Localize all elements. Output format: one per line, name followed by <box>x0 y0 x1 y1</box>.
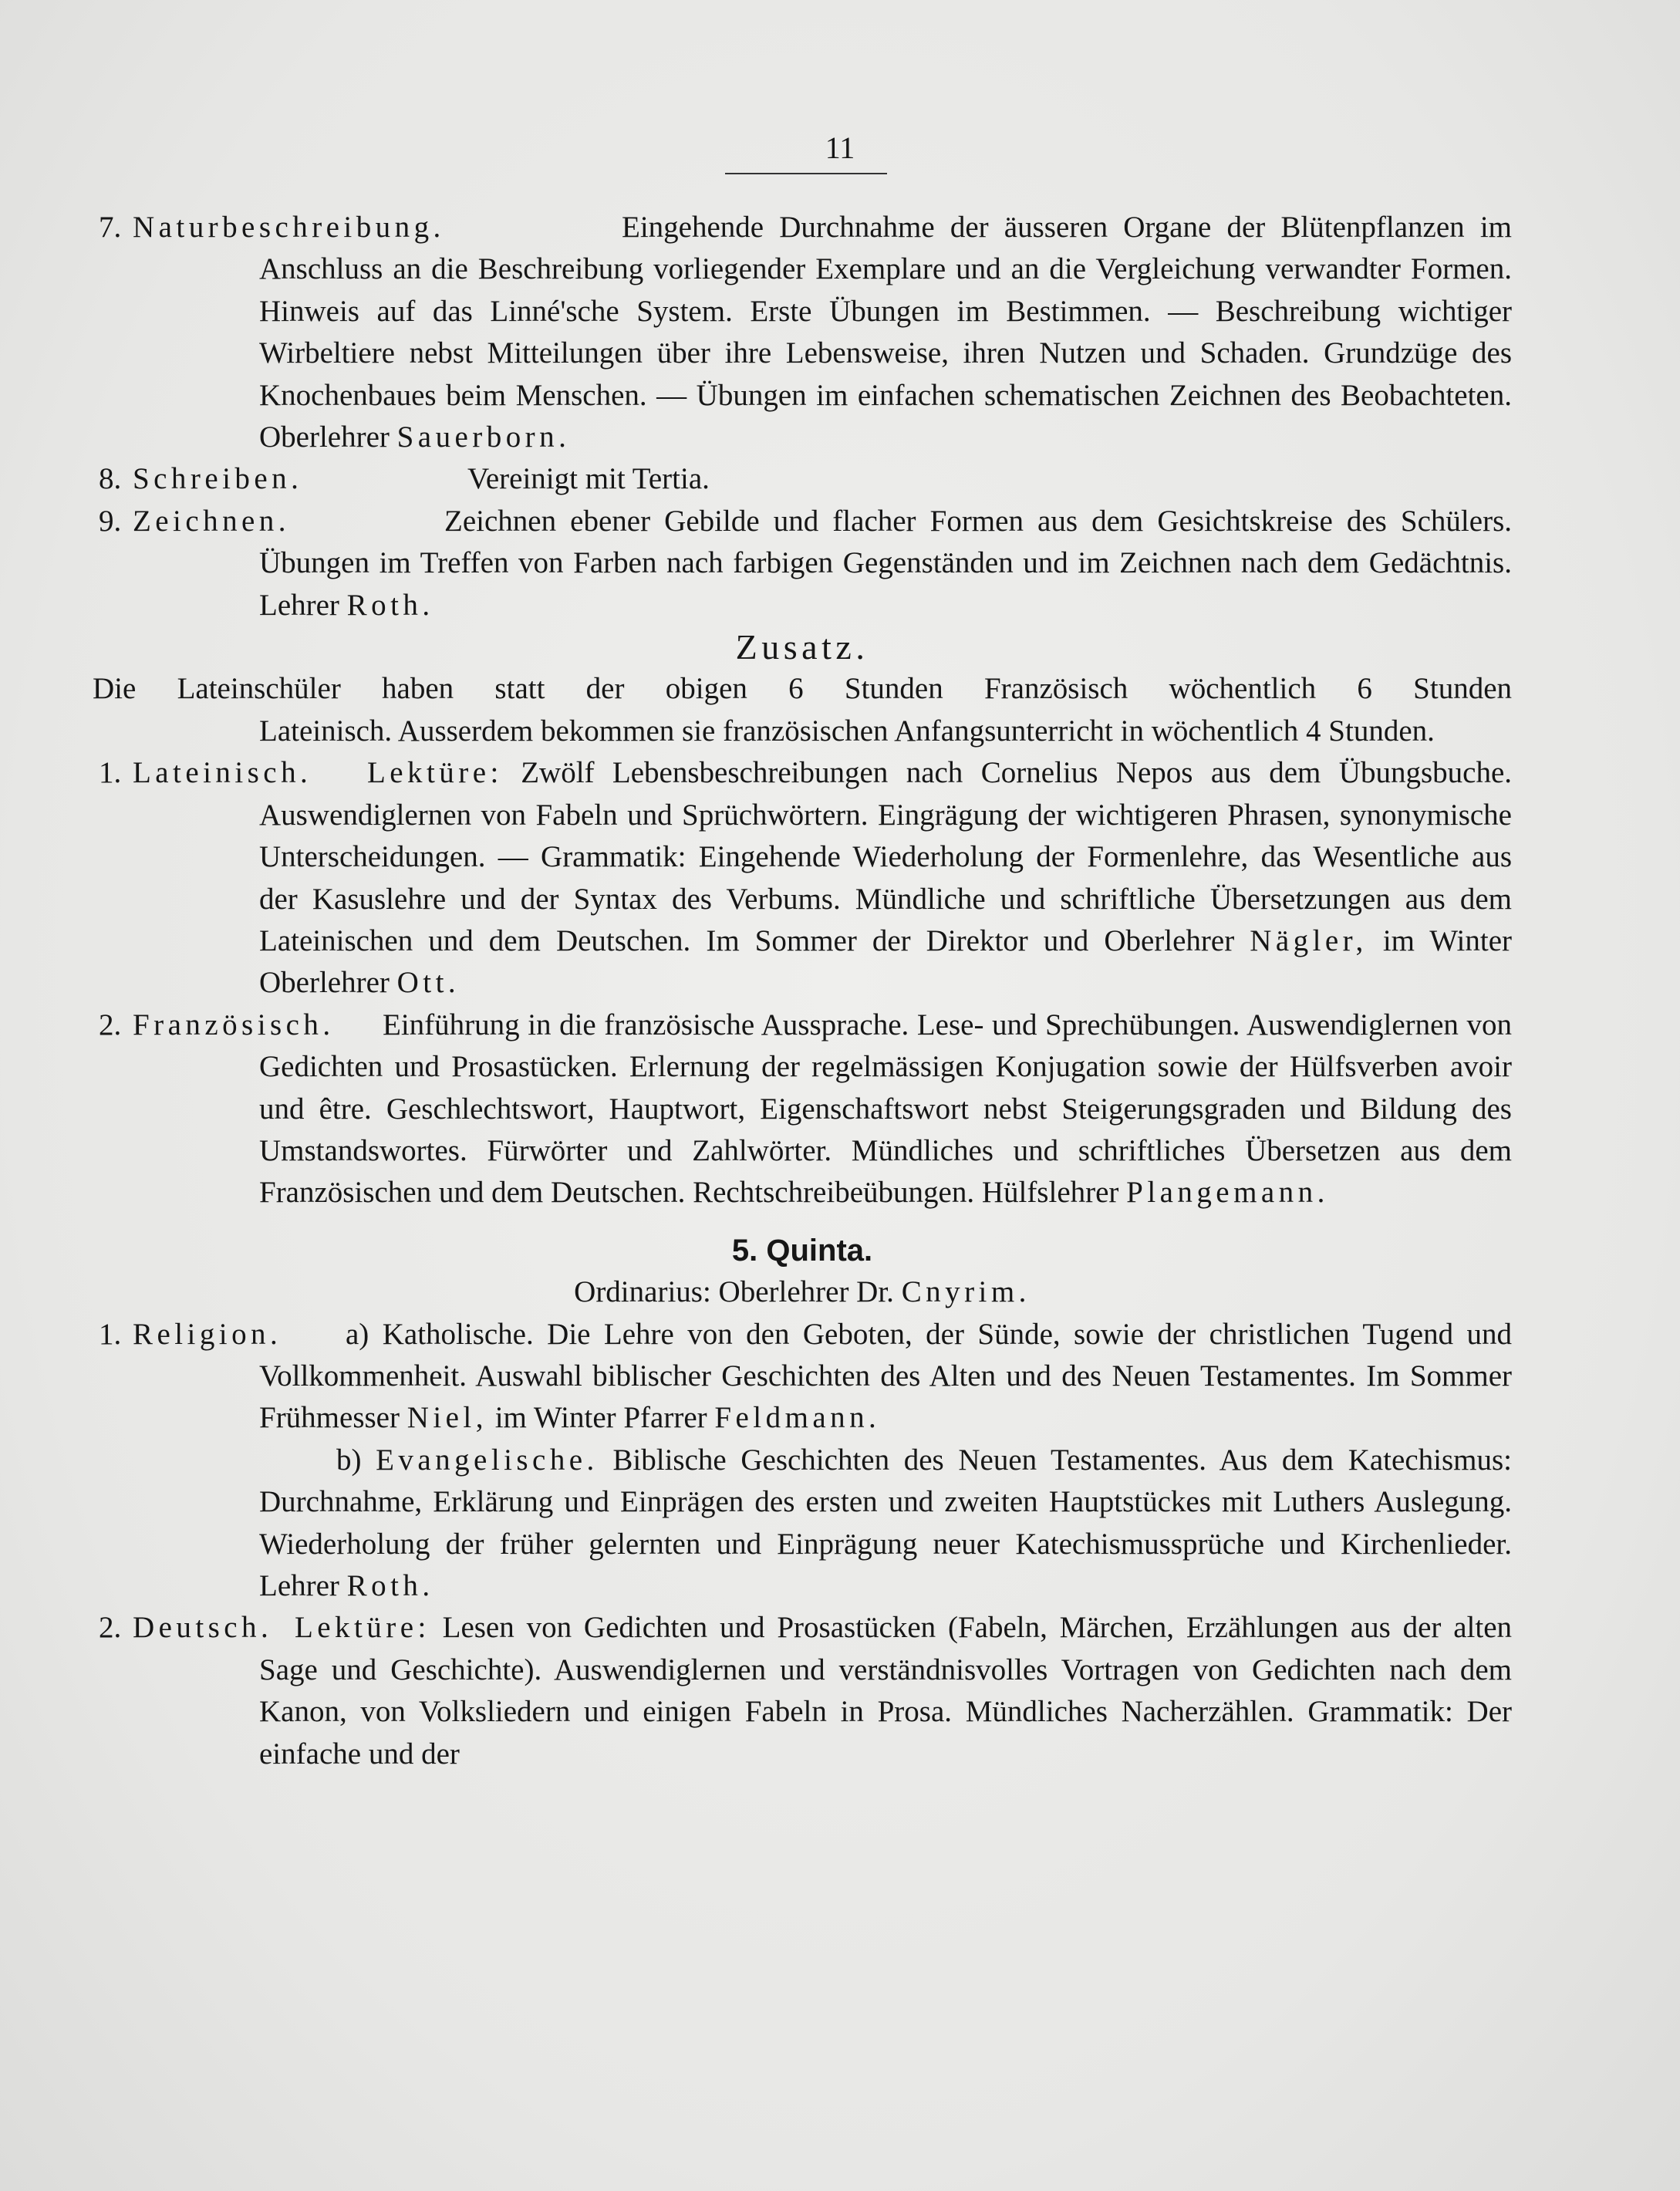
sub-label: a) Katholische. <box>346 1317 534 1351</box>
sub-title: Evangelische. <box>376 1443 599 1477</box>
teacher-name: Ott. <box>396 966 460 1000</box>
item-text-mid: im Winter Pfarrer <box>494 1401 707 1435</box>
page-text <box>93 207 1512 1775</box>
item-text: Einführung in die französische Aussprache. Lese- und Sprechübungen. Auswendiglernen von Gedichten und Prosastücken. Erlernung der regelmässigen Konjugation sowie der Hülfsverben avoir und être. Geschlechtswort, Hauptwort, Eigenschaftswort nebst Steigerungsgraden und Bildung des Umstandswortes. Fürwörter und Zahlwörter. Mündliches und schriftliches Übersetzen aus dem Französischen und dem Deutschen. Rechtschreibeübungen. Hülfslehrer <box>259 1008 1512 1210</box>
item-number: 1. <box>99 756 122 790</box>
item-number: 1. <box>99 1317 122 1351</box>
list-item-sub <box>93 1440 1512 1608</box>
teacher-name: Roth. <box>346 1569 434 1602</box>
zusatz-note-first-line: Die Lateinschüler haben statt der obigen 6 Stunden Französisch wöchentlich 6 Stunden <box>93 672 1512 706</box>
item-title: Französisch. <box>133 1008 335 1041</box>
list-item <box>93 1607 1512 1775</box>
ordinarius-name: Cnyrim. <box>901 1275 1031 1309</box>
list-item <box>93 501 1512 626</box>
page-number-rule <box>725 173 887 174</box>
item-text: Vereinigt mit Tertia. <box>467 462 710 496</box>
teacher-name: Plangemann. <box>1126 1176 1329 1210</box>
teacher-name: Niel, <box>407 1401 487 1435</box>
item-label: Lektüre: <box>367 756 503 790</box>
list-item <box>93 1314 1512 1440</box>
item-title: Lateinisch. <box>133 756 312 790</box>
teacher-name: Nägler, <box>1250 923 1368 957</box>
list-item <box>93 458 1512 500</box>
item-number: 2. <box>99 1008 122 1041</box>
teacher-name: Feldmann. <box>714 1401 881 1435</box>
item-text: Eingehende Durchnahme der äusseren Organe der Blütenpflanzen im Anschluss an die Beschreibung vorliegender Exemplare und an die Vergleichung verwandter Formen. Hinweis auf das Linné'sche System. Erste Übungen im Bestimmen. — Beschreibung wichtiger Wirbeltiere nebst Mitteilungen über ihre Lebensweise, ihren Nutzen und Schaden. Grundzüge des Knochenbaues beim Menschen. — Übungen im einfachen schematischen Zeichnen des Beobachteten. Oberlehrer <box>259 211 1512 454</box>
item-title: Naturbeschreibung. <box>133 211 445 244</box>
item-text: Biblische Geschichten des Neuen Testamentes. Aus dem Katechismus: Durchnahme, Erklärung und Einprägen des ersten und zweiten Hauptstückes mit Luthers Auslegung. Wiederholung der früher gelernten und Einprägung neuer Katechismussprüche und Kirchenlieder. Lehrer <box>259 1443 1512 1602</box>
item-number: 7. <box>99 211 122 244</box>
item-number: 2. <box>99 1611 122 1645</box>
teacher-name: Sauerborn. <box>396 420 571 454</box>
page-number: 11 <box>825 130 855 165</box>
ordinarius-line <box>93 1271 1512 1313</box>
ordinarius-label: Ordinarius: Oberlehrer Dr. <box>574 1275 894 1309</box>
item-title: Deutsch. <box>133 1611 273 1645</box>
item-text-mid: im Winter Oberlehrer <box>259 923 1513 1000</box>
list-item <box>93 1004 1512 1214</box>
item-text: Zeichnen ebener Gebilde und flacher Formen aus dem Gesichtskreise des Schülers. Übungen im Treffen von Farben nach farbigen Gegenständen und im Zeichnen nach dem Gedächtnis. Lehrer <box>259 504 1512 622</box>
item-text: Lesen von Gedichten und Prosastücken (Fabeln, Märchen, Erzählungen aus der alten Sage und Geschichte). Auswendiglernen und verständnisvolles Vortragen von Gedichten nach dem Kanon, von Volksliedern und einigen Fabeln in Prosa. Mündliches Nacherzählen. Grammatik: Der einfache und der <box>259 1611 1513 1771</box>
sub-label: b) <box>336 1443 362 1477</box>
zusatz-heading: Zusatz. <box>735 627 869 667</box>
item-title: Zeichnen. <box>133 504 290 538</box>
item-number: 9. <box>99 504 122 538</box>
item-number: 8. <box>99 462 122 496</box>
item-title: Schreiben. <box>133 462 303 496</box>
section-title: 5. Quinta. <box>731 1233 873 1268</box>
zusatz-note-continuation: Lateinisch. Ausserdem bekommen sie französischen Anfangsunterricht in wöchentlich 4 Stunden. <box>259 714 1435 748</box>
item-text: Die Lehre von den Geboten, der Sünde, sowie der christlichen Tugend und Vollkommenheit. Auswahl biblischer Geschichten des Alten und des Neuen Testamentes. Im Sommer Frühmesser <box>259 1317 1513 1435</box>
list-item <box>93 207 1512 458</box>
item-text: Zwölf Lebensbeschreibungen nach Cornelius Nepos aus dem Übungsbuche. Auswendiglernen von Fabeln und Sprüchwörtern. Eingrägung der wichtigeren Phrasen, synonymische Unterscheidungen. — Grammatik: Eingehende Wiederholung der Formenlehre, das Wesentliche aus der Kasuslehre und der Syntax des Verbums. Mündliche und schriftliche Übersetzungen aus dem Lateinischen und dem Deutschen. Im Sommer der Direktor und Oberlehrer <box>259 756 1513 957</box>
item-label: Lektüre: <box>295 1611 430 1645</box>
item-title: Religion. <box>133 1317 282 1351</box>
teacher-name: Roth. <box>346 588 434 622</box>
list-item <box>93 752 1512 1004</box>
